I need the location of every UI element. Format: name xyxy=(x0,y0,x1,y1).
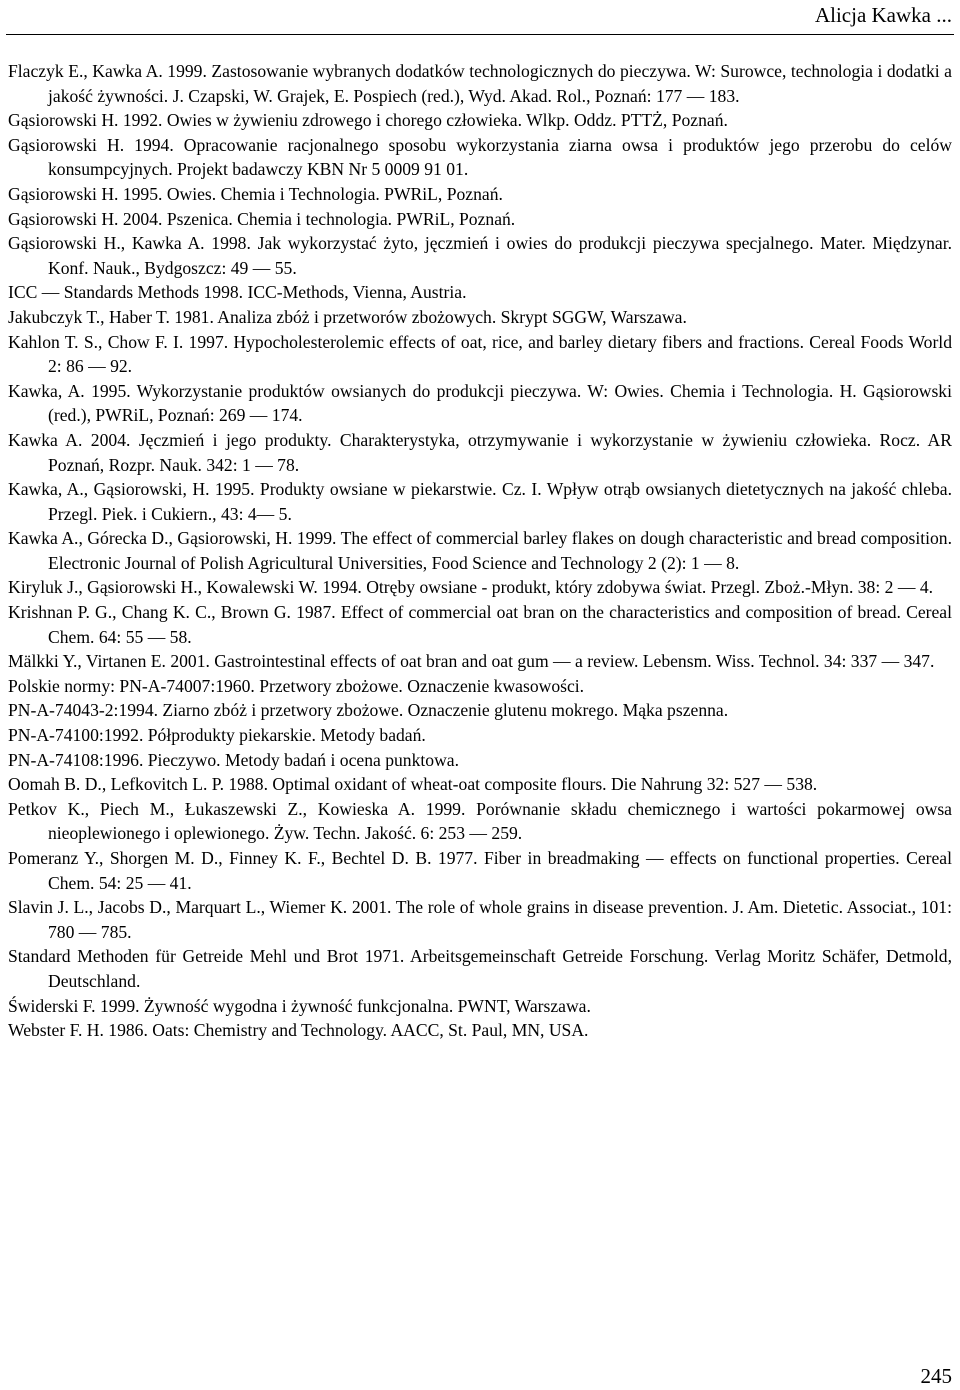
reference-item: Standard Methoden für Getreide Mehl und Brot 1971. Arbeitsgemeinschaft Getreide Forschung. Verlag Moritz Schäfer, Detmold, Deutschland. xyxy=(8,946,952,991)
reference-item: Kiryluk J., Gąsiorowski H., Kowalewski W. 1994. Otręby owsiane - produkt, który zdobywa świat. Przegl. Zboż.-Młyn. 38: 2 — 4. xyxy=(8,577,934,598)
header-rule xyxy=(6,34,954,35)
reference-item: Mälkki Y., Virtanen E. 2001. Gastrointestinal effects of oat bran and oat gum — a review. Lebensm. Wiss. Technol. 34: 337 — 347. xyxy=(8,651,935,672)
reference-item: Polskie normy: PN-A-74007:1960. Przetwory zbożowe. Oznaczenie kwasowości. xyxy=(8,675,585,696)
reference-item: Jakubczyk T., Haber T. 1981. Analiza zbóż i przetworów zbożowych. Skrypt SGGW, Warszawa. xyxy=(8,306,687,327)
reference-item: Kawka, A., Gąsiorowski, H. 1995. Produkty owsiane w piekarstwie. Cz. I. Wpływ otrąb owsianych dietetycznych na jakość chleba. Przegl. Piek. i Cukiern., 43: 4— 5. xyxy=(8,479,952,524)
reference-item: PN-A-74100:1992. Półprodukty piekarskie. Metody badań. xyxy=(8,725,426,746)
reference-item: Webster F. H. 1986. Oats: Chemistry and Technology. AACC, St. Paul, MN, USA. xyxy=(8,1020,589,1041)
running-header xyxy=(0,0,960,38)
reference-item: Kawka, A. 1995. Wykorzystanie produktów owsianych do produkcji pieczywa. W: Owies. Chemia i Technologia. H. Gąsiorowski (red.), PWRiL, Poznań: 269 — 174. xyxy=(8,380,952,426)
reference-item: Gąsiorowski H. 1995. Owies. Chemia i Technologia. PWRiL, Poznań. xyxy=(8,183,503,204)
reference-item: PN-A-74043-2:1994. Ziarno zbóż i przetwory zbożowe. Oznaczenie glutenu mokrego. Mąka pszenna. xyxy=(8,700,729,721)
reference-item: Krishnan P. G., Chang K. C., Brown G. 1987. Effect of commercial oat bran on the characteristics and composition of bread. Cereal Chem. 64: 55 — 58. xyxy=(8,602,952,647)
reference-item: Flaczyk E., Kawka A. 1999. Zastosowanie wybranych dodatków technologicznych do pieczywa. W: Surowce, technologia i dodatki a jakość żywności. J. Czapski, W. Grajek, E. Pospiech (red.), Wyd. Akad. Rol., Poznań: 177 — 183. xyxy=(8,61,952,106)
reference-list xyxy=(8,59,952,1043)
reference-item: ICC — Standards Methods 1998. ICC-Methods, Vienna, Austria. xyxy=(8,282,467,303)
reference-item: PN-A-74108:1996. Pieczywo. Metody badań i ocena punktowa. xyxy=(8,749,459,770)
reference-item: Gąsiorowski H., Kawka A. 1998. Jak wykorzystać żyto, jęczmień i owies do produkcji pieczywa specjalnego. Mater. Międzynar. Konf. Nauk., Bydgoszcz: 49 — 55. xyxy=(8,233,952,278)
reference-item: Gąsiorowski H. 2004. Pszenica. Chemia i technologia. PWRiL, Poznań. xyxy=(8,208,516,229)
reference-item: Kawka A. 2004. Jęczmień i jego produkty. Charakterystyka, otrzymywanie i wykorzystanie w żywieniu człowieka. Rocz. AR Poznań, Rozpr. Nauk. 342: 1 — 78. xyxy=(8,429,952,475)
reference-item: Kahlon T. S., Chow F. I. 1997. Hypocholesterolemic effects of oat, rice, and barley dietary fibers and fractions. Cereal Foods World 2: 86 — 92. xyxy=(8,331,952,377)
reference-item: Kawka A., Górecka D., Gąsiorowski, H. 1999. The effect of commercial barley flakes on dough characteristic and bread composition. Electronic Journal of Polish Agricultural Universities, Food Science and Technology 2 (2): 1 — 8. xyxy=(8,528,952,573)
reference-item: Petkov K., Piech M., Łukaszewski Z., Kowieska A. 1999. Porównanie składu chemicznego i wartości pokarmowej owsa nieoplewionego i oplewionego. Żyw. Techn. Jakość. 6: 253 — 259. xyxy=(8,798,952,844)
reference-item: Oomah B. D., Lefkovitch L. P. 1988. Optimal oxidant of wheat-oat composite flours. Die Nahrung 32: 527 — 538. xyxy=(8,774,818,795)
reference-item: Pomeranz Y., Shorgen M. D., Finney K. F., Bechtel D. B. 1977. Fiber in breadmaking — effects on functional properties. Cereal Chem. 54: 25 — 41. xyxy=(8,848,952,893)
reference-item: Świderski F. 1999. Żywność wygodna i żywność funkcjonalna. PWNT, Warszawa. xyxy=(8,995,591,1016)
page-number: 245 xyxy=(920,1364,952,1388)
running-header-title: Alicja Kawka ... xyxy=(814,3,952,27)
reference-item: Gąsiorowski H. 1994. Opracowanie racjonalnego sposobu wykorzystania ziarna owsa i produktów jego przerobu do celów konsumpcyjnych. Projekt badawczy KBN Nr 5 0009 91 01. xyxy=(8,134,952,180)
reference-item: Gąsiorowski H. 1992. Owies w żywieniu zdrowego i chorego człowieka. Wlkp. Oddz. PTTŻ, Poznań. xyxy=(8,110,728,131)
reference-item: Slavin J. L., Jacobs D., Marquart L., Wiemer K. 2001. The role of whole grains in disease prevention. J. Am. Dietetic. Associat., 101: 780 — 785. xyxy=(8,897,952,942)
